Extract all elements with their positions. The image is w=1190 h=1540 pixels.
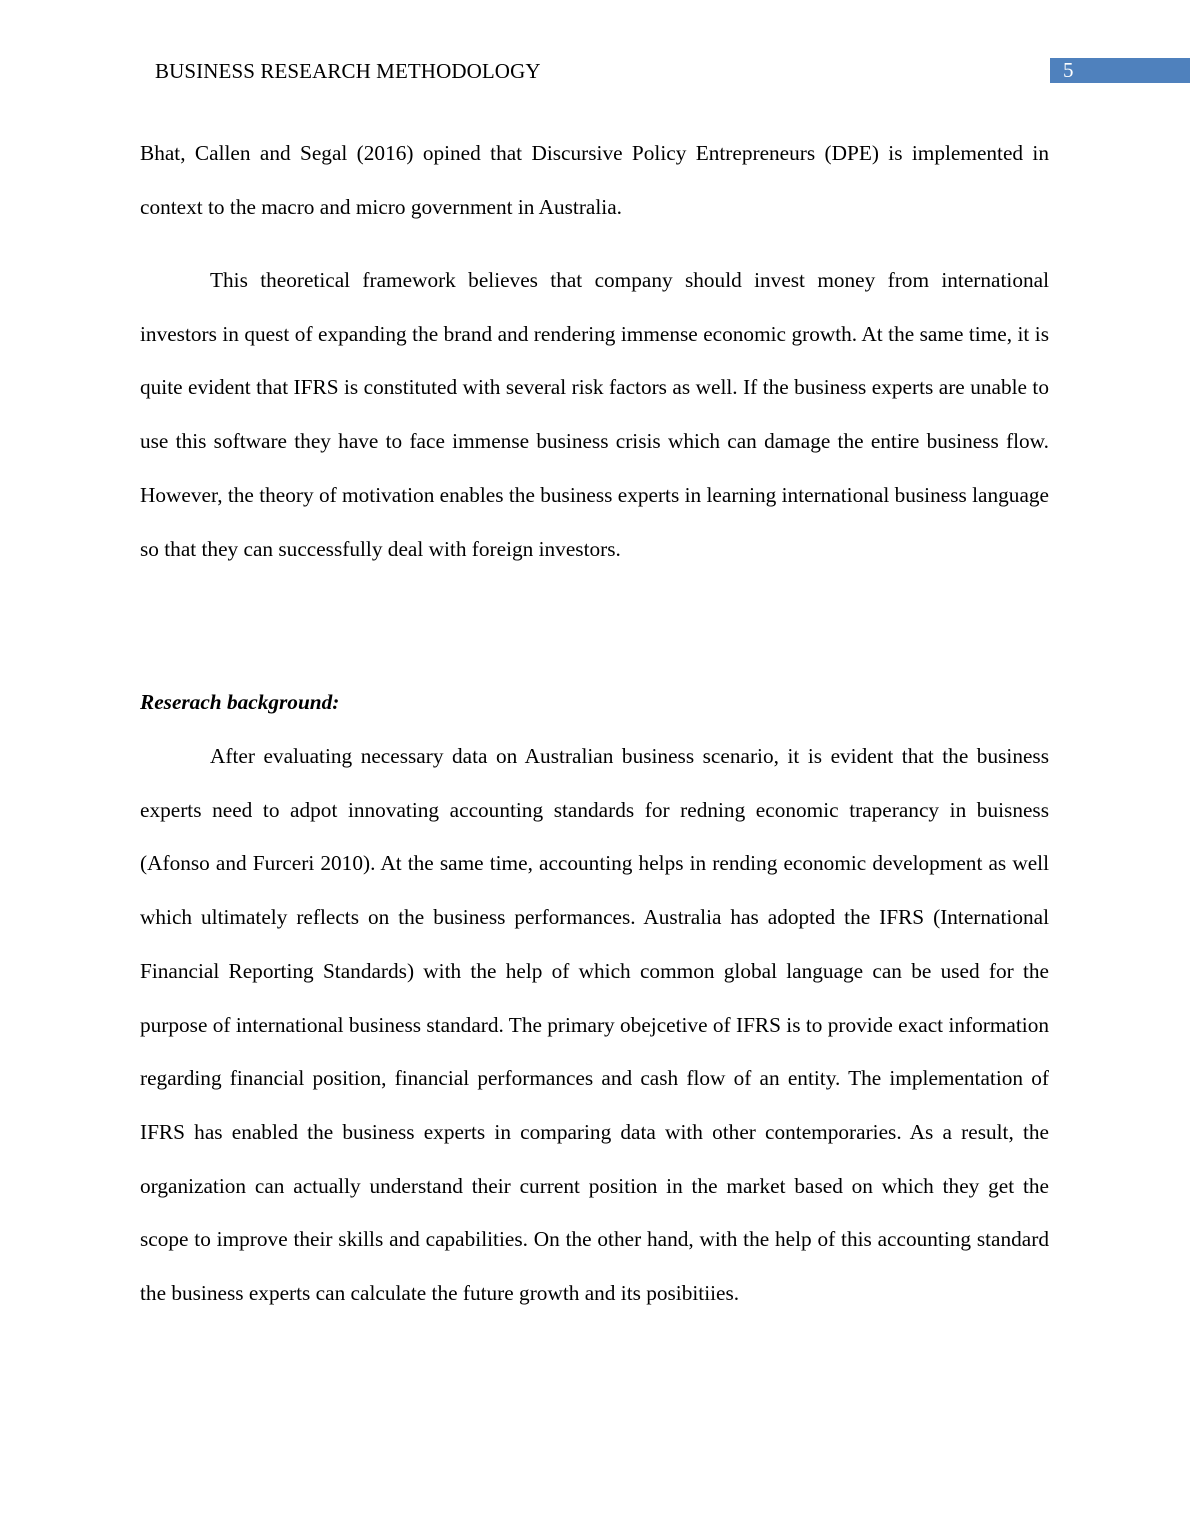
- body-paragraph-1: Bhat, Callen and Segal (2016) opined that Discursive Policy Entrepreneurs (DPE) is implemented in context to the macro and micro government in Australia.: [140, 141, 1049, 219]
- body-paragraph-2: This theoretical framework believes that company should invest money from international investors in quest of expanding the brand and rendering immense economic growth. At the same time, it is quite evident that IFRS is constituted with several risk factors as well. If the business experts are unable to use this software they have to face immense business crisis which can damage the entire business flow. However, the theory of motivation enables the business experts in learning international business language so that they can successfully deal with foreign investors.: [140, 268, 1049, 561]
- body-paragraph-3-block: [140, 730, 1049, 1321]
- page-number-badge: [1050, 58, 1190, 83]
- body-paragraph-2-block: [140, 254, 1049, 576]
- page-number: 5: [1063, 58, 1074, 82]
- section-heading-block: [140, 689, 1049, 715]
- running-header-title: BUSINESS RESEARCH METHODOLOGY: [155, 59, 541, 83]
- body-paragraph-1-block: [140, 127, 1049, 234]
- section-heading: Reserach background:: [140, 690, 340, 714]
- body-paragraph-3: After evaluating necessary data on Australian business scenario, it is evident that the business experts need to adpot innovating accounting standards for redning economic traperancy in buisness (Afonso and Furceri 2010). At the same time, accounting helps in rending economic development as well which ultimately reflects on the business performances. Australia has adopted the IFRS (International Financial Reporting Standards) with the help of which common global language can be used for the purpose of international business standard. The primary obejcetive of IFRS is to provide exact information regarding financial position, financial performances and cash flow of an entity. The implementation of IFRS has enabled the business experts in comparing data with other contemporaries. As a result, the organization can actually understand their current position in the market based on which they get the scope to improve their skills and capabilities. On the other hand, with the help of this accounting standard the business experts can calculate the future growth and its posibitiies.: [140, 744, 1049, 1306]
